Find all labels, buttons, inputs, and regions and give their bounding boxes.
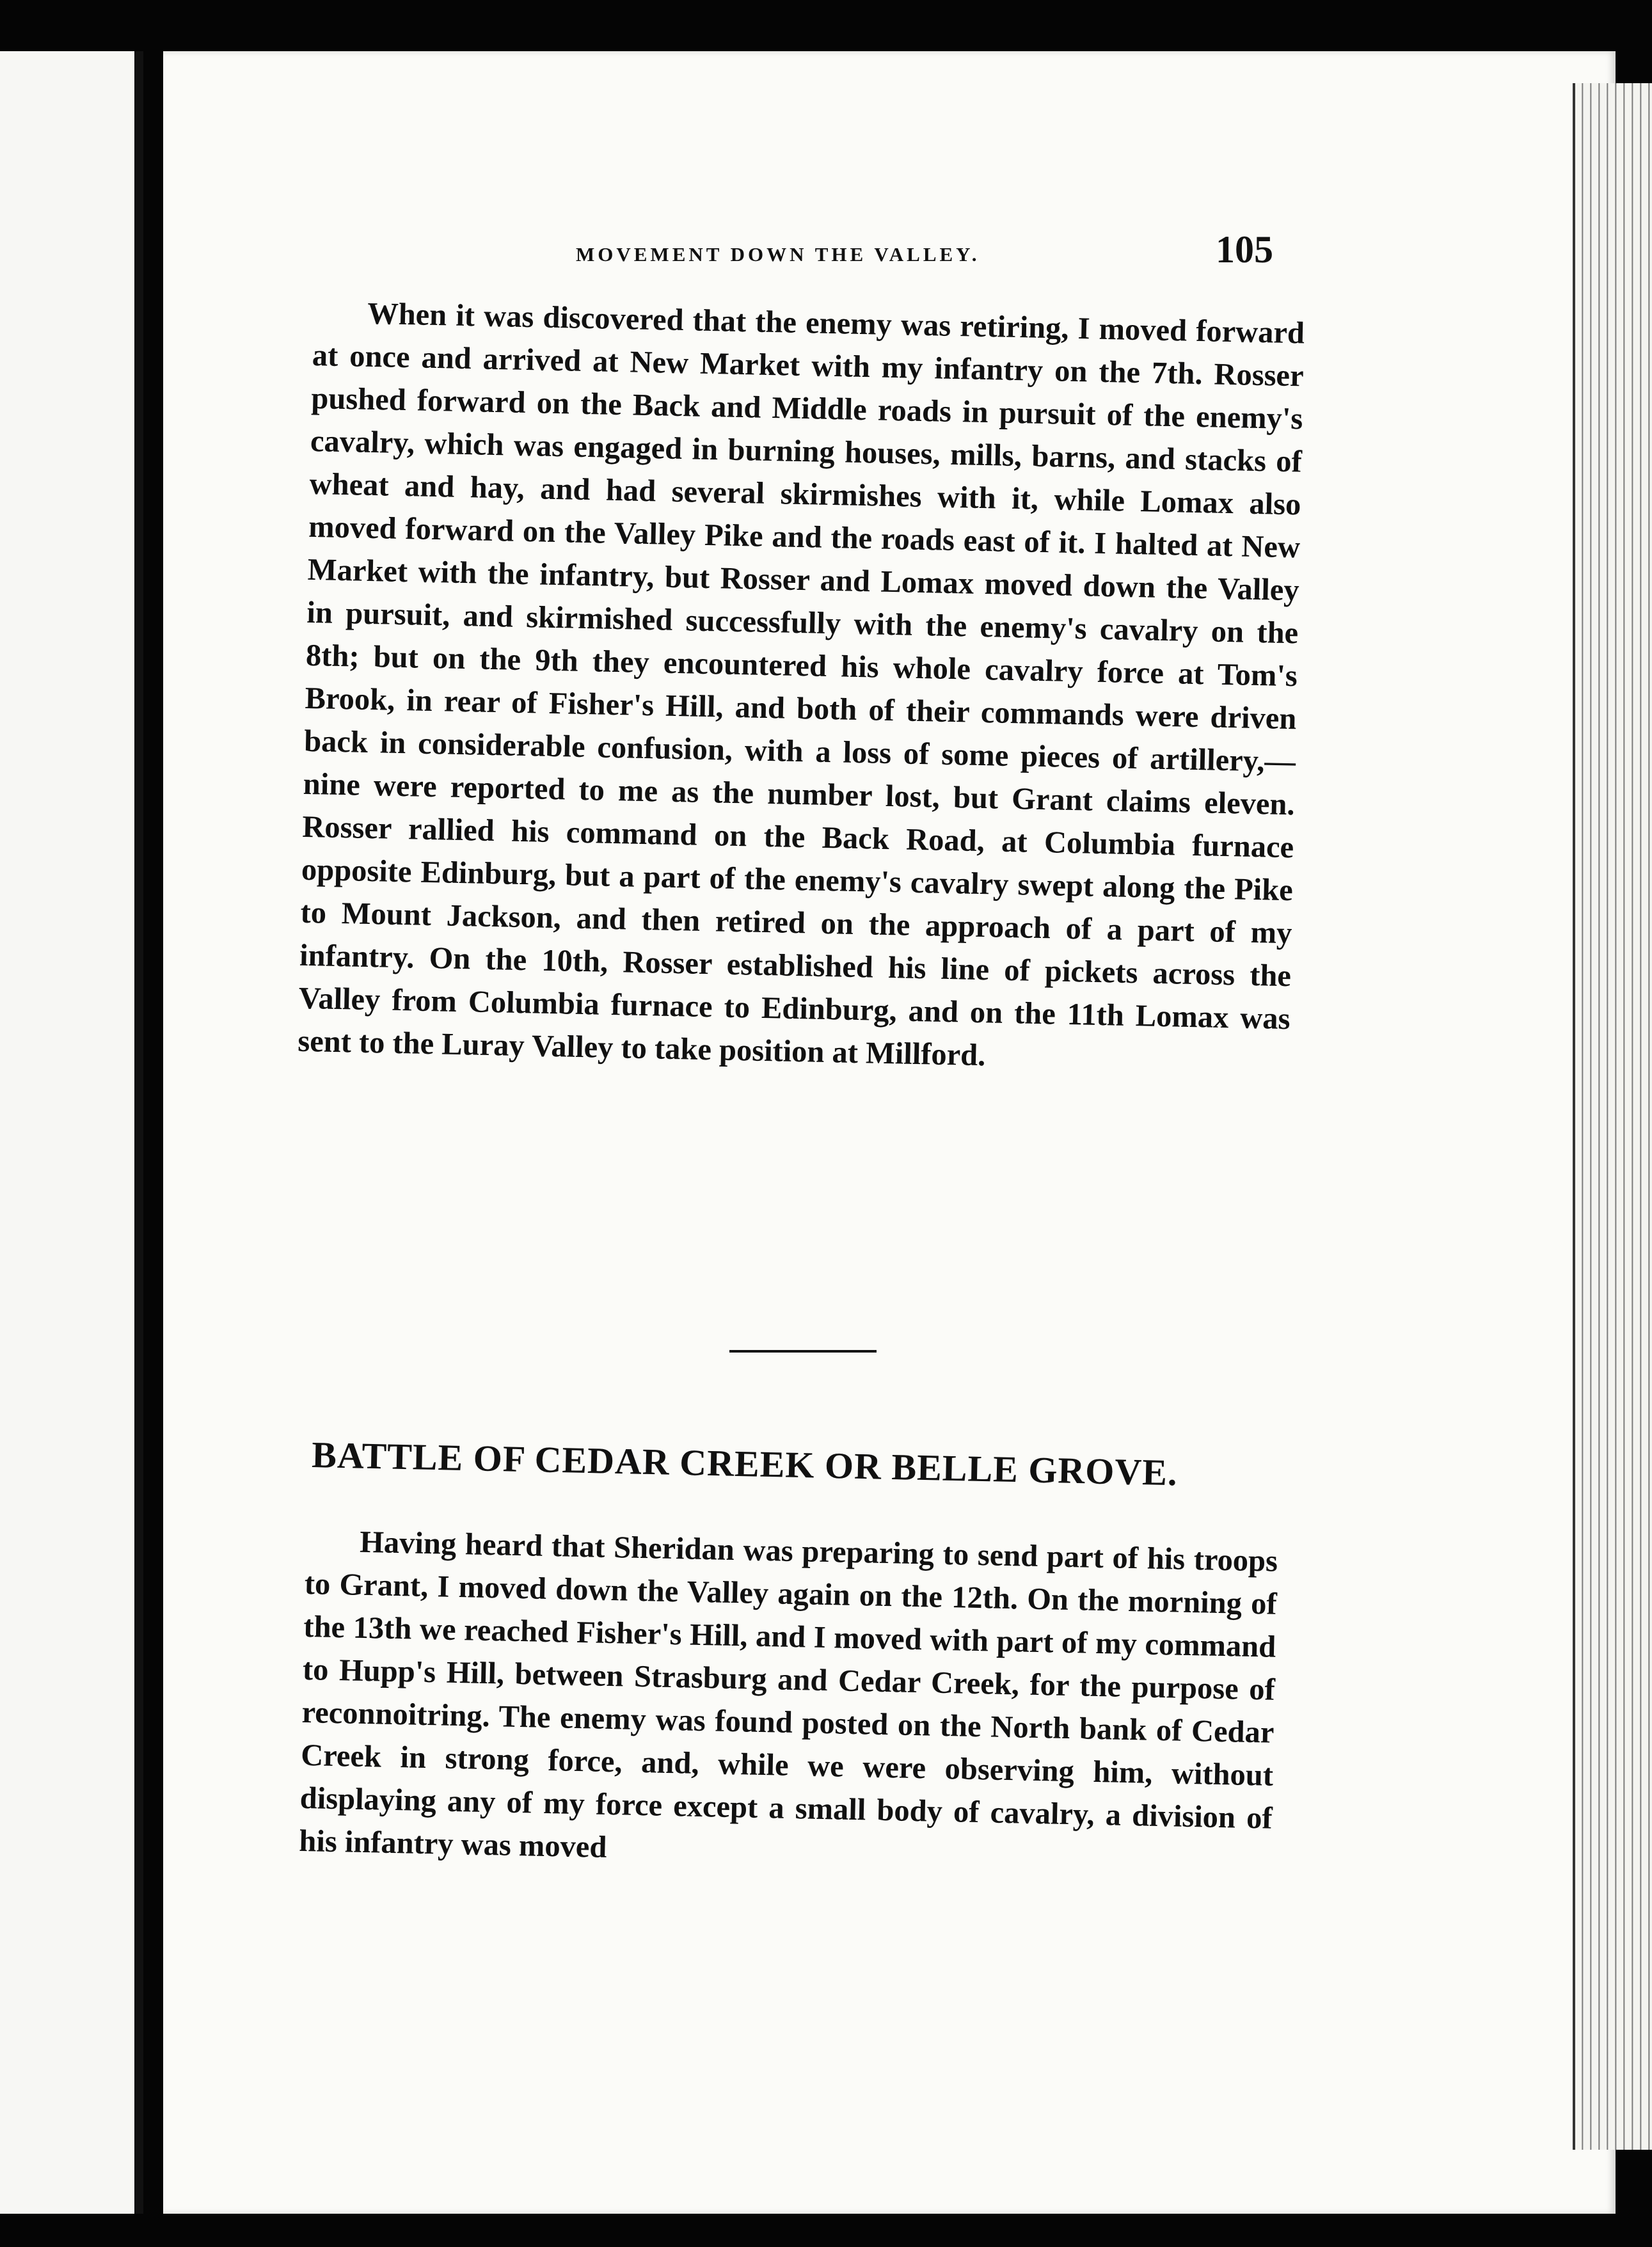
section-divider [729,1350,877,1353]
page-number: 105 [1216,228,1273,271]
previous-page-edge [0,51,143,2214]
body-paragraph: When it was discovered that the enemy was retiring, I moved forward at once and arrived at New Market with my infantry on the 7th. Rosser pushed forward on the Back and Middle roads in pursuit of the enemy's cavalry, which was engaged in burning houses, mills, barns, and stacks of wheat and hay, and had several skirmishes with it, while Lomax also moved forward on the Valley Pike and the roads east of it. I halted at New Market with the infantry, but Rosser and Lomax moved down the Valley in pursuit, and skirmished successfully with the enemy's cavalry on the 8th; but on the 9th they encountered his whole cavalry force at Tom's Brook, in rear of Fisher's Hill, and both of their commands were driven back in considerable confusion, with a loss of some pieces of artillery,—nine were reported to me as the number lost, but Grant claims eleven. Rosser rallied his command on the Back Road, at Columbia furnace opposite Edinburg, but a part of the enemy's cavalry swept along the Pike to Mount Jackson, and then retired on the approach of a part of my infantry. On the 10th, Rosser established his line of pickets across the Valley from Columbia furnace to Edinburg, and on the 11th Lomax was sent to the Luray Valley to take position at Millford. [297,296,1305,1073]
page-stack-edge [1573,83,1652,2150]
running-title: MOVEMENT DOWN THE VALLEY. [576,243,980,266]
section-heading: BATTLE OF CEDAR CREEK OR BELLE GROVE. [311,1433,1179,1494]
running-head [409,186,1433,288]
body-paragraph: Having heard that Sheridan was preparing to send part of his troops to Grant, I moved down the Valley again on the 12th. On the morning of the 13th we reached Fisher's Hill, and I moved with part of my command to Hupp's Hill, between Strasburg and Cedar Creek, for the purpose of reconnoitring. The enemy was found posted on the North bank of Cedar Creek in strong force, and, while we were observing him, without displaying any of my force except a small body of cavalry, a division of his infantry was moved [298,1525,1278,1864]
